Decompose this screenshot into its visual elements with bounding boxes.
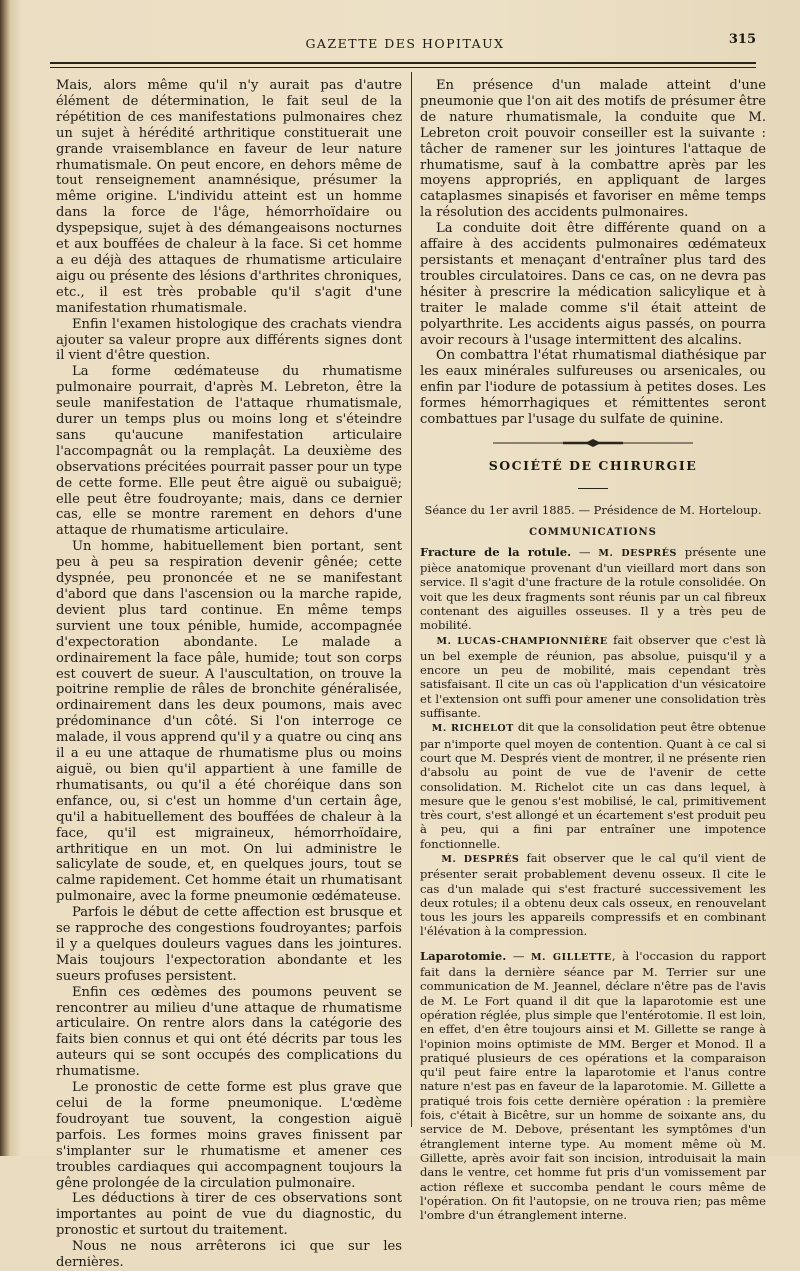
ornament-rule-icon: [493, 438, 693, 448]
speaker-name: M. DESPRÉS: [598, 547, 678, 559]
paragraph: Enfin l'examen histologique des crachats viendra ajouter sa valeur propre aux différents signes dont il vient d'être question.: [56, 316, 402, 364]
paragraph: Mais, alors même qu'il n'y aurait pas d'autre élément de détermination, le fait seul de la répétition de ces manifestations pulmonaires chez un sujet à hérédité arthritique constituerait une grande vraisemblance en faveur de leur nature rhumatismale. On peut encore, en dehors même de tout renseignement anamnésique, présumer la même origine. L'individu atteint est un homme dans la force de l'âge, hémorrhoïdaire ou dyspepsique, sujet à des démangeaisons nocturnes et aux bouffées de chaleur à la face. Si cet homme a eu déjà des attaques de rhumatisme articulaire aigu ou présente des lésions d'arthrites chroniques, etc., il est très probable qu'il s'agit d'une manifestation rhumatismale.: [56, 78, 402, 316]
paragraph: En présence d'un malade atteint d'une pneumonie que l'on ait des motifs de présumer être de nature rhumatismale, la conduite que M. Lebreton croit pouvoir conseiller est la suivante : tâcher de ramener sur les jointures l'attaque de rhumatisme, sauf à la combattre après par les moyens appropriés, en appliquant de larges cataplasmes sinapisés et favoriser en même temps la résolution des accidents pulmonaires.: [420, 78, 766, 221]
paragraph: Les déductions à tirer de ces observations sont importantes au point de vue du diagnostic, du pronostic et surtout du traitement.: [56, 1191, 402, 1239]
title-underline: [578, 488, 608, 489]
speaker-text: , à l'occasion du rapport fait dans la dernière séance par M. Terrier sur une communication de M. Jeannel, déclare n'être pas de l'avis de M. Le Fort quand il dit que la laparotomie est une opération réglée, plus simple que l'entérotomie. Il est loin, en effet, d'en être toujours ainsi et M. Gillette se range à l'opinion moins optimiste de MM. Berger et Monod. Il a pratiqué plusieurs de ces opérations et la comparaison qu'il peut faire entre la laparotomie et l'anus contre nature n'est pas en faveur de la laparotomie. M. Gillette a pratiqué trois fois cette dernière opération : la première fois, c'était à Bicêtre, sur un homme de soixante ans, du service de M. Debove, présentant les symptômes d'un étranglement interne type. Au moment même où M. Gillette, après avoir fait son incision, introduisait la main dans le ventre, cet homme fut pris d'un vomissement par action réflexe et succomba pendant le cours même de l'opération. On fit l'autopsie, on ne trouva rien; pas même l'ombre d'un étranglement interne.: [420, 948, 767, 1223]
page-header: [40, 30, 770, 70]
spacer: [420, 939, 766, 949]
speaker-text: fait observer que le cal qu'il vient de présenter serait probablement devenu osseux. Il cite le cas d'un malade qui s'est fracturé successivement les deux rotules; il a obtenu deux cals osseux, en renouvelant tous les jours les appareils compressifs et en combinant l'élévation à la compression.: [420, 850, 766, 939]
paragraph: Un homme, habituellement bien portant, sent peu à peu sa respiration devenir gênée; cette dyspnée, peu prononcée et ne se manifestant d'abord que dans l'ascension ou la marche rapide, devient plus tard continue. En même temps survient une toux pénible, humide, accompagnée d'expectoration abondante. Le malade a ordinairement la face pâle, humide; tout son corps est couvert de sueur. A l'auscultation, on trouve la poitrine remplie de râles de bronchite généralisée, ordinairement dans les deux poumons, mais avec prédominance d'un côté. Si l'on interroge ce malade, il vous apprend qu'il y a quatre ou cinq ans il a eu une attaque de rhumatisme plus ou moins aiguë, ou bien qu'il appartient à une famille de rhumatisants, ou qu'il a été choréique dans son enfance, ou, si c'est un homme d'un certain âge, qu'il a habituellement des bouffées de chaleur à la face, qu'il est migraineux, hémorrhoïdaire, arthritique en un mot. On lui administre le salicylate de soude, et, en quelques jours, tout se calme rapidement. Cet homme était un rhumatisant pulmonaire, avec la forme pneumonie œdémateuse.: [56, 539, 402, 905]
paragraph: Nous ne nous arrêterons ici que sur les dernières.: [56, 1239, 402, 1271]
communications-heading: COMMUNICATIONS: [529, 526, 657, 538]
section-title: SOCIÉTÉ DE CHIRURGIE: [488, 457, 698, 473]
fracture-report: Fracture de la rotule. — M. DESPRÉS présente une pièce anatomique provenant d'un vieillard mort dans son service. Il s'agit d'une fracture de la rotule consolidée. On voit que les deux fragments sont réunis par un cal fibreux contenant des aiguilles osseuses. Il y a très peu de mobilité. M. LUCAS-CHAMPIONNIÈRE fait observer que c'est là un bel exemple de réunion, pas absolue, puisqu'il y a encore un peu de mobilité, mais cependant très satisfaisant. Il cite un cas où l'application d'un vésicatoire et l'extension ont suffi pour amener une consolidation très suffisante. M. RICHELOT dit que la consolidation peut être obtenue par n'importe quel moyen de contention. Quant à ce cal si court que M. Després vient de montrer, il ne présente rien d'absolu au point de vue de l'avenir de cette consolidation. M. Richelot cite un cas dans lequel, à mesure que le genou s'est mobilisé, le cal, primitivement très court, s'est allongé et un écartement s'est produit peu à peu, qui a fini par entraîner une impotence fonctionnelle. M. DESPRÉS fait observer que le cal qu'il vient de présenter serait probablement devenu osseux. Il cite le cas d'un malade qui s'est fracturé successivement les deux rotules; il a obtenu deux cals osseux, en renouvelant tous les jours les appareils compressifs et en combinant l'élévation à la compression.: [420, 544, 767, 939]
paragraph: Le pronostic de cette forme est plus grave que celui de la forme pneumonique. L'œdème foudroyant tue souvent, la congestion aiguë parfois. Les formes moins graves finissent par s'implanter sur le rhumatisme et amener ces troubles cardiaques qui accompagnent toujours la gêne prolongée de la circulation pulmonaire.: [56, 1080, 402, 1191]
header-rule-thick: [50, 62, 756, 64]
speaker-text: présente une pièce anatomique provenant d'un vieillard mort dans son service. Il s'agit d'une fracture de la rotule consolidée. On voit que les deux fragments sont réunis par un cal fibreux contenant des aiguilles osseuses. Il y a très peu de mobilité.: [420, 544, 766, 633]
paragraph: Enfin ces œdèmes des poumons peuvent se rencontrer au milieu d'une attaque de rhumatisme articulaire. On rentre alors dans la catégorie des faits bien connus et qui ont été décrits par tous les auteurs qui se sont occupés des complications du rhumatisme.: [56, 984, 402, 1080]
paragraph: Parfois le début de cette affection est brusque et se rapproche des congestions foudroyantes; parfois il y a quelques douleurs vagues dans les jointures. Mais toujours l'expectoration abondante et les sueurs profuses persistent.: [56, 905, 402, 984]
speaker-name: M. GILLETTE: [531, 951, 612, 963]
speaker-text: fait observer que c'est là un bel exemple de réunion, pas absolue, puisqu'il y a encore un peu de mobilité, mais cependant très satisfaisant. Il cite un cas où l'application d'un vésicatoire et l'extension ont suffi pour amener une consolidation très suffisante.: [420, 632, 766, 721]
speaker-name: M. LUCAS-CHAMPIONNIÈRE: [436, 635, 608, 647]
laparotomie-title: Laparotomie.: [420, 948, 507, 963]
speaker-text: dit que la consolidation peut être obtenue par n'importe quel moyen de contention. Quant à ce cal si court que M. Després vient de montrer, il ne présente rien d'absolu au point de vue de l'avenir de cette consolidation. M. Richelot cite un cas dans lequel, à mesure que le genou s'est mobilisé, le cal, primitivement très court, s'est allongé et un écartement s'est produit peu à peu, qui a fini par entraîner une impotence fonctionnelle.: [420, 720, 767, 851]
fracture-title: Fracture de la rotule.: [420, 544, 572, 559]
speaker-name: M. RICHELOT: [431, 723, 514, 735]
speaker-name: M. DESPRÉS: [441, 853, 520, 865]
column-divider: [411, 72, 412, 1127]
right-column: [420, 78, 766, 1222]
left-column: [56, 78, 402, 1271]
running-title: GAZETTE DES HOPITAUX: [305, 36, 505, 51]
paragraph: On combattra l'état rhumatismal diathésique par les eaux minérales sulfureuses ou arsenicales, ou enfin par l'iodure de potassium à petites doses. Les formes hémorrhagiques et rémittentes seront combattues par l'usage du sulfate de quinine.: [420, 348, 766, 428]
laparotomie-report: Laparotomie. — M. GILLETTE, à l'occasion du rapport fait dans la dernière séance par M. Terrier sur une communication de M. Jeannel, déclare n'être pas de l'avis de M. Le Fort quand il dit que la laparotomie est une opération réglée, plus simple que l'entérotomie. Il est loin, en effet, d'en être toujours ainsi et M. Gillette se range à l'opinion moins optimiste de MM. Berger et Monod. Il a pratiqué plusieurs de ces opérations et la comparaison qu'il peut faire entre la laparotomie et l'anus contre nature n'est pas en faveur de la laparotomie. M. Gillette a pratiqué trois fois cette dernière opération : la première fois, c'était à Bicêtre, sur un homme de soixante ans, du service de M. Debove, présentant les symptômes d'un étranglement interne type. Au moment même où M. Gillette, après avoir fait son incision, introduisait la main dans le ventre, cet homme fut pris d'un vomissement par action réflexe et succomba pendant le cours même de l'opération. On fit l'autopsie, on ne trouva rien; pas même l'ombre d'un étranglement interne.: [420, 948, 767, 1223]
session-line: Séance du 1er avril 1885. — Présidence de M. Horteloup.: [424, 502, 762, 517]
page-number: 315: [728, 32, 756, 47]
header-rule-thin: [50, 67, 756, 68]
paragraph: La conduite doit être différente quand on a affaire à des accidents pulmonaires œdémateux persistants et menaçant d'entraîner plus tard des troubles circulatoires. Dans ce cas, on ne devra pas hésiter à prescrire la médication salicylique et à traiter le malade comme s'il était atteint de polyarthrite. Les accidents aigus passés, on pourra avoir recours à l'usage intermittent des alcalins.: [420, 221, 766, 348]
paragraph: La forme œdémateuse du rhumatisme pulmonaire pourrait, d'après M. Lebreton, être la seule manifestation de l'attaque rhumatismale, durer un temps plus ou moins long et s'éteindre sans qu'aucune manifestation articulaire l'accompagnât ou la remplaçât. La deuxième des observations précitées pourrait passer pour un type de cette forme. Elle peut être aiguë ou subaiguë; elle peut être foudroyante; mais, dans ce dernier cas, elle se montre rarement en dehors d'une attaque de rhumatisme articulaire.: [56, 364, 402, 539]
section-ornament: [420, 438, 766, 448]
